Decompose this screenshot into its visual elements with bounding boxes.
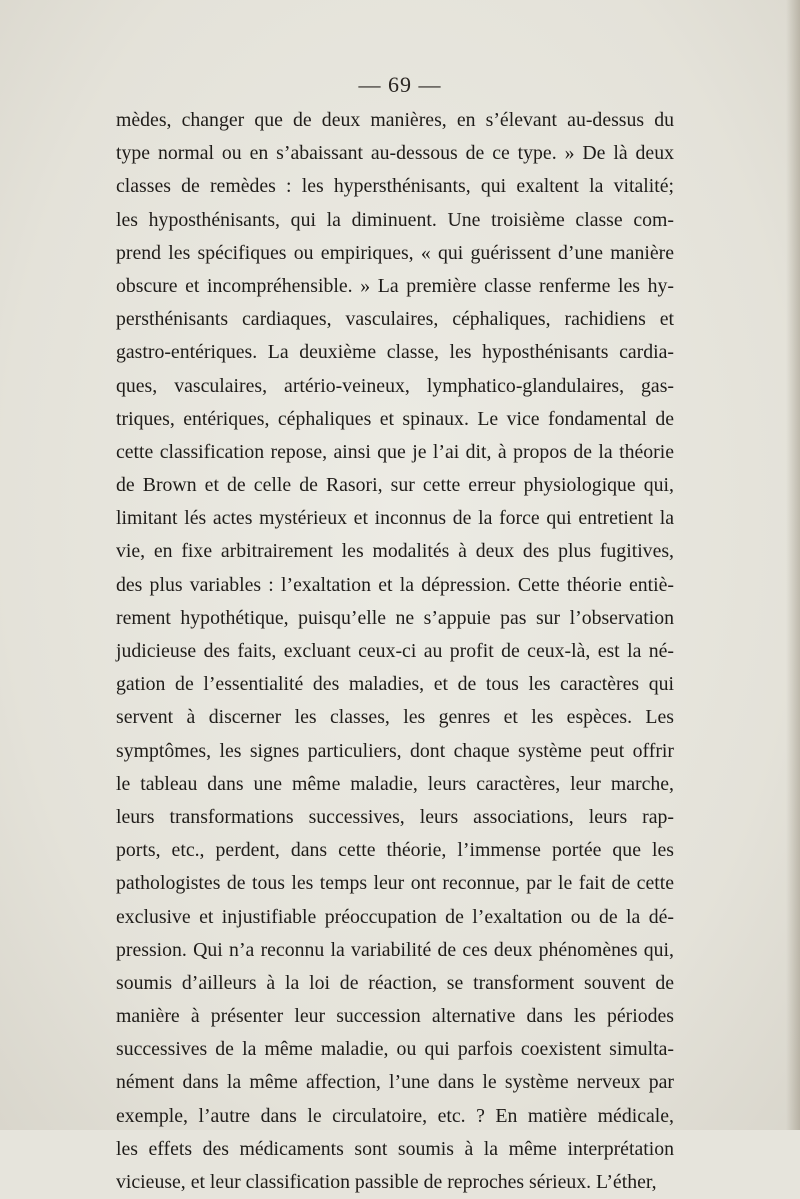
text-line: les hyposthénisants, qui la diminuent. Une troisième classe com-: [116, 208, 674, 231]
text-line: successives de la même maladie, ou qui parfois coexistent simulta-: [116, 1038, 674, 1061]
text-line: de Brown et de celle de Rasori, sur cette erreur physiologique qui,: [116, 474, 674, 497]
text-line: les effets des médicaments sont soumis à la même interprétation: [116, 1137, 674, 1160]
text-line: ques, vasculaires, artério-veineux, lymphatico-glandulaires, gas-: [116, 374, 674, 397]
text-line: servent à discerner les classes, les genres et les espèces. Les: [116, 706, 674, 729]
text-line: soumis d’ailleurs à la loi de réaction, se transforment souvent de: [116, 971, 674, 994]
text-line: vie, en fixe arbitrairement les modalités à deux des plus fugitives,: [116, 540, 674, 563]
text-line: rement hypothétique, puisqu’elle ne s’appuie pas sur l’observation: [116, 606, 674, 629]
page-number: — 69 —: [358, 72, 442, 97]
text-line: triques, entériques, céphaliques et spinaux. Le vice fondamental de: [116, 407, 674, 430]
text-line: judicieuse des faits, excluant ceux-ci au profit de ceux-là, est la né-: [116, 640, 674, 662]
text-line: mèdes, changer que de deux manières, en s’élevant au-dessus du: [116, 109, 674, 131]
page-edge-shadow: [786, 0, 800, 1130]
text-line: symptômes, les signes particuliers, dont chaque système peut offrir: [116, 739, 674, 762]
text-line: prend les spécifiques ou empiriques, « qui guérissent d’une manière: [116, 241, 674, 264]
text-line: pression. Qui n’a reconnu la variabilité de ces deux phénomènes qui,: [116, 938, 674, 961]
text-line: obscure et incompréhensible. » La première classe renferme les hy-: [116, 274, 674, 297]
text-line: classes de remèdes : les hypersthénisants, qui exaltent la vitalité;: [116, 175, 674, 198]
text-line: cette classification repose, ainsi que je l’ai dit, à propos de la théorie: [116, 440, 674, 463]
text-line: limitant lés actes mystérieux et inconnus de la force qui entretient la: [116, 507, 674, 530]
text-line: manière à présenter leur succession alternative dans les périodes: [116, 1005, 674, 1028]
text-line: exemple, l’autre dans le circulatoire, etc. ? En matière médicale,: [116, 1104, 674, 1127]
text-line: nément dans la même affection, l’une dans le système nerveux par: [116, 1071, 674, 1094]
text-line: leurs transformations successives, leurs associations, leurs rap-: [116, 805, 674, 828]
text-line: persthénisants cardiaques, vasculaires, céphaliques, rachidiens et: [116, 308, 674, 331]
text-line: le tableau dans une même maladie, leurs caractères, leur marche,: [116, 772, 674, 795]
body-text: [116, 104, 674, 1199]
text-line: gation de l’essentialité des maladies, et de tous les caractères qui: [116, 673, 674, 696]
text-line: gastro-entériques. La deuxième classe, les hyposthénisants cardia-: [116, 341, 674, 364]
text-line: type normal ou en s’abaissant au-dessous de ce type. » De là deux: [116, 142, 674, 165]
text-line: ports, etc., perdent, dans cette théorie, l’immense portée que les: [116, 839, 674, 862]
text-line: exclusive et injustifiable préoccupation de l’exaltation ou de la dé-: [116, 905, 674, 928]
text-line: des plus variables : l’exaltation et la dépression. Cette théorie entiè-: [116, 573, 674, 596]
text-line: vicieuse, et leur classification passible de reproches sérieux. L’éther,: [116, 1171, 657, 1193]
text-line: pathologistes de tous les temps leur ont reconnue, par le fait de cette: [116, 872, 674, 895]
